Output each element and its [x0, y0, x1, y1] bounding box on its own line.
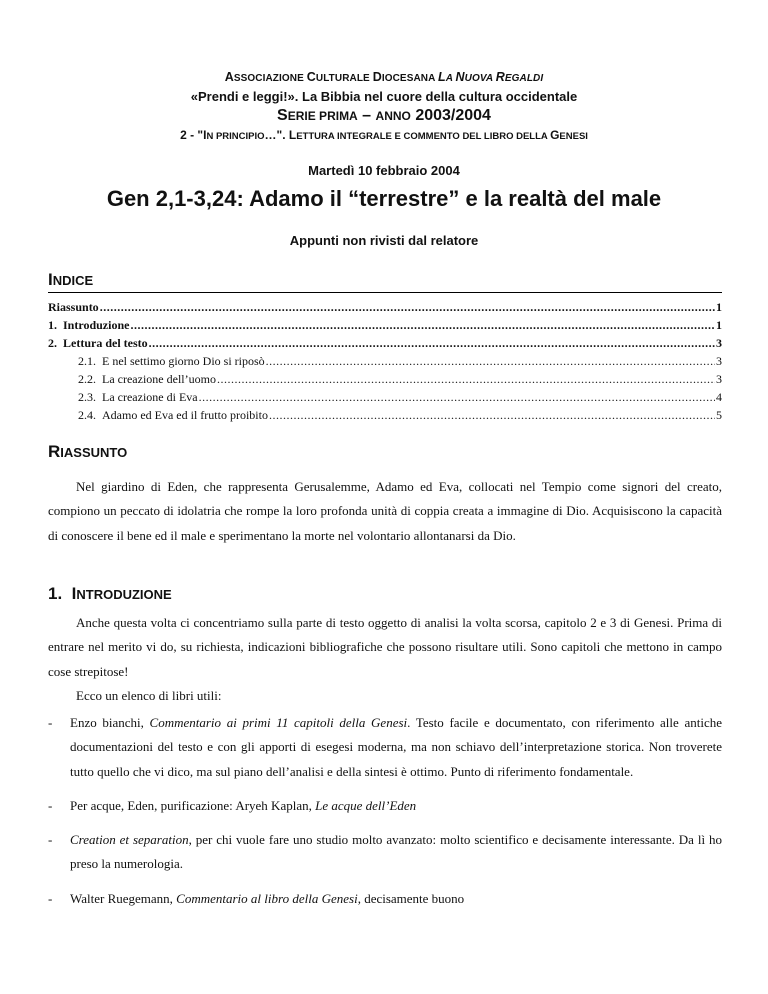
series-line: SERIE PRIMA – ANNO 2003/2004 — [277, 107, 491, 124]
bibliography-list — [48, 711, 722, 911]
introduzione-paragraph: Anche questa volta ci concentriamo sulla parte di testo oggetto di analisi la volta scorsa, capitolo 2 e 3 di Genesi. Prima di entrare nel merito vi do, su richiesta, indicazioni bibliografiche che possono risultare utili. Sono capitoli che mettono in campo cose strepitose! — [48, 615, 722, 679]
toc-page: 1 — [716, 318, 722, 332]
toc-leader — [130, 316, 715, 334]
lecture-date: Martedì 10 febbraio 2004 — [308, 163, 460, 178]
toc-entry-introduzione[interactable] — [48, 316, 722, 334]
toc-number: 1. — [48, 318, 57, 332]
toc-leader — [266, 352, 715, 370]
indice-rule — [48, 292, 722, 293]
toc-label: Lettura del testo — [63, 336, 148, 350]
toc-page: 3 — [716, 336, 722, 350]
toc-number: 2.1. — [78, 354, 96, 368]
toc-entry-riassunto[interactable] — [48, 298, 722, 316]
toc-label: La creazione dell’uomo — [102, 372, 216, 386]
toc-number: 2. — [48, 336, 57, 350]
toc-label: E nel settimo giorno Dio si riposò — [102, 354, 265, 368]
list-item: - Walter Ruegemann, Commentario al libro della Genesi, decisamente buono — [48, 887, 722, 911]
toc-page: 4 — [716, 390, 722, 404]
toc-entry-2-2[interactable] — [48, 370, 722, 388]
toc-number: 2.3. — [78, 390, 96, 404]
association-name: ASSOCIAZIONE CULTURALE DIOCESANA LA NUOVA REGALDI — [224, 70, 544, 84]
riassunto-heading: RIASSUNTO — [48, 442, 128, 461]
toc-leader — [199, 388, 715, 406]
toc-leader — [269, 406, 715, 424]
riassunto-text: Nel giardino di Eden, che rappresenta Gerusalemme, Adamo ed Eva, collocati nel Tempio come signori del creato, compiono un peccato di idolatria che rompe la loro profonda unità di coppia creata a immagine di Dio. Acquisiscono la capacità di conoscere il bene ed il male e sperimentano la morte nel volontario allontanarsi da Dio. — [48, 479, 722, 543]
toc-number: 2.2. — [78, 372, 96, 386]
toc-entry-2-3[interactable] — [48, 388, 722, 406]
toc-number: 2.4. — [78, 408, 96, 422]
list-dash: - — [48, 797, 53, 813]
book-title: Creation et separation — [70, 832, 189, 848]
toc-page: 3 — [716, 354, 722, 368]
list-item: - Enzo bianchi, Commentario ai primi 11 capitoli della Genesi. Testo facile e documentato, con riferimento alle antiche documentazioni del testo e con gli apporti di esegesi moderna, ma non schiavo dell’interpretazione storica. Non troverete tutto quello che vi dico, ma sul piano dell’analisi e della sintesi è ottimo. Punto di riferimento fondamentale. — [48, 711, 722, 784]
book-title: Commentario al libro della Genesi — [176, 890, 358, 906]
toc-entry-lettura[interactable] — [48, 334, 722, 352]
toc-label: La creazione di Eva — [102, 390, 198, 404]
page-title: Gen 2,1-3,24: Adamo il “terrestre” e la realtà del male — [106, 186, 662, 211]
list-item: - Per acque, Eden, purificazione: Aryeh Kaplan, Le acque dell’Eden — [48, 794, 722, 818]
toc-leader — [100, 298, 715, 316]
notes-disclaimer: Appunti non rivisti dal relatore — [289, 233, 479, 248]
introduzione-list-intro: Ecco un elenco di libri utili: — [76, 688, 222, 703]
introduzione-heading: 1. INTRODUZIONE — [48, 584, 172, 603]
book-title: Le acque dell’Eden — [315, 797, 417, 813]
list-dash: - — [48, 890, 53, 906]
toc-entry-2-1[interactable] — [48, 352, 722, 370]
toc-page: 5 — [716, 408, 722, 422]
toc-entry-2-4[interactable] — [48, 406, 722, 424]
toc-label: Introduzione — [63, 318, 130, 332]
toc-leader — [149, 334, 715, 352]
table-of-contents — [48, 298, 722, 424]
list-dash: - — [48, 832, 53, 848]
toc-leader — [217, 370, 715, 388]
list-dash: - — [48, 715, 53, 730]
book-title: Commentario ai primi 11 capitoli della Genesi — [149, 715, 408, 730]
list-item: - Creation et separation, per chi vuole fare uno studio molto avanzato: molto scientifico e decisamente interessante. Da lì ho preso la numerologia. — [48, 828, 722, 877]
toc-page: 1 — [716, 300, 722, 314]
toc-label: Riassunto — [48, 300, 99, 314]
motto: «Prendi e leggi!». La Bibbia nel cuore della cultura occidentale — [190, 89, 578, 104]
toc-page: 3 — [716, 372, 722, 386]
toc-label: Adamo ed Eva ed il frutto proibito — [102, 408, 268, 422]
indice-heading: INDICE — [48, 270, 94, 289]
course-line: 2 - "IN PRINCIPIO…". LETTURA INTEGRALE E COMMENTO DEL LIBRO DELLA GENESI — [180, 128, 588, 142]
